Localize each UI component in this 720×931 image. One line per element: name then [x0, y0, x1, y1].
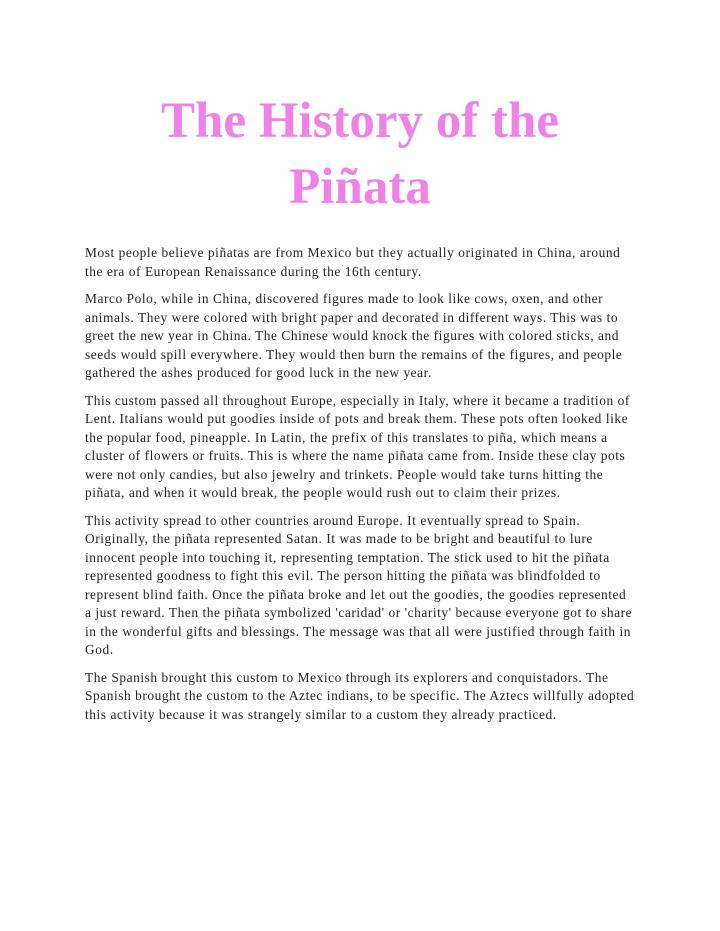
page-title [0, 88, 720, 220]
paragraph-europe: This custom passed all throughout Europe, especially in Italy, where it became a tradition of Lent. Italians would put goodies inside of pots and break them. These pots often looked like the popular food, pineapple. In Latin, the prefix of this translates to piña, which means a cluster of flowers or fruits. This is where the name piñata came from. Inside these clay pots were not only candies, but also jewelry and trinkets. People would take turns hitting the piñata, and when it would break, the people would rush out to claim their prizes. [85, 392, 630, 500]
article-body [85, 244, 635, 733]
title-line-1: The History of the [160, 93, 560, 149]
paragraph-marco-polo: Marco Polo, while in China, discovered figures made to look like cows, oxen, and other animals. They were colored with bright paper and decorated in different ways. This was to greet the new year in China. The Chinese would knock the figures with colored sticks, and seeds would spill everywhere. They would then burn the remains of the figures, and people gathered the ashes produced for good luck in the new year. [85, 291, 623, 380]
paragraph-spain: This activity spread to other countries around Europe. It eventually spread to Spain. Originally, the piñata represented Satan. It was made to be bright and beautiful to lure innocent people into touching it, representing temptation. The stick used to hit the piñata represented goodness to fight this evil. The person hitting the piñata was blindfolded to represent blind faith. Once the piñata broke and let out the goodies, the goodies represented a just reward. Then the piñata symbolized 'caridad' or 'charity' because everyone got to share in the wonderful gifts and blessings. The message was that all were justified through faith in God. [85, 512, 633, 657]
paragraph-mexico: The Spanish brought this custom to Mexico through its explorers and conquistadors. The Spanish brought the custom to the Aztec indians, to be specific. The Aztecs willfully adopted this activity because it was strangely similar to a custom they already practiced. [85, 669, 635, 722]
paragraph-origin: Most people believe piñatas are from Mexico but they actually originated in China, around the era of European Renaissance during the 16th century. [85, 245, 621, 279]
title-line-2: Piñata [289, 159, 431, 215]
